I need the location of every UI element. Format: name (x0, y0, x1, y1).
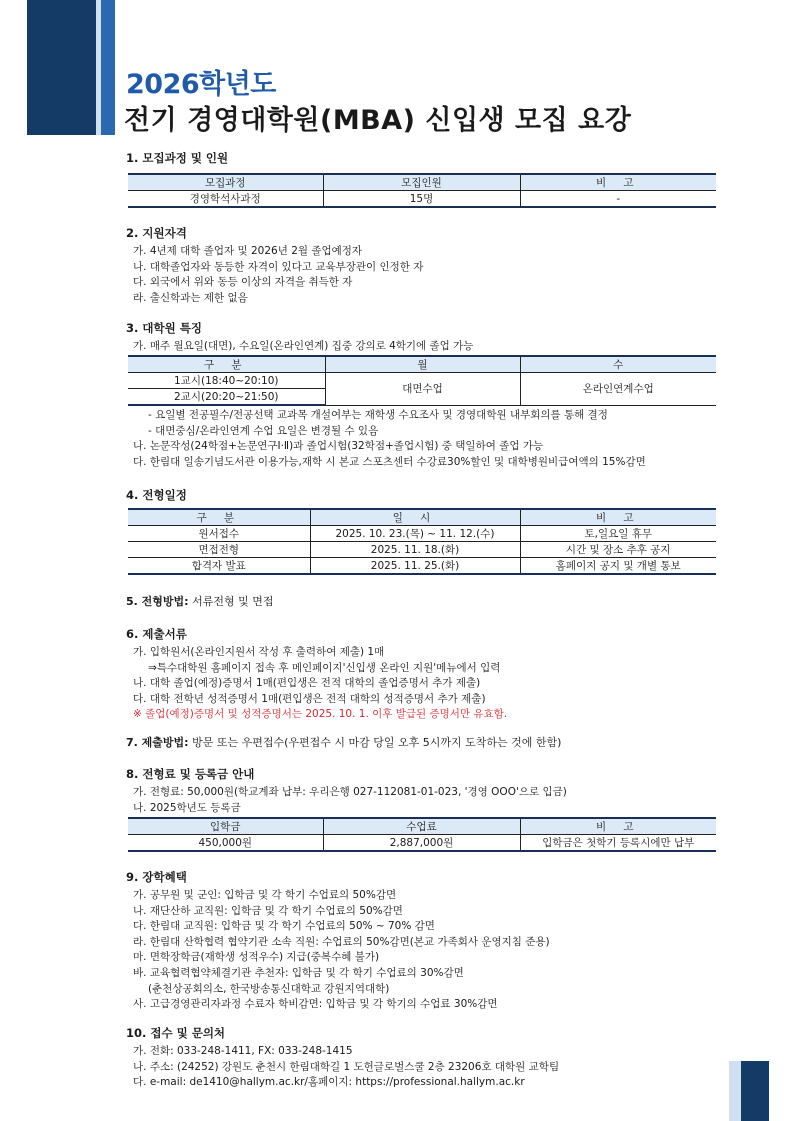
section-3 (126, 320, 473, 355)
table-cell: 시간 및 장소 추후 공지 (520, 542, 716, 558)
table-cell: 대면수업 (325, 373, 520, 406)
section-6 (126, 626, 507, 723)
recruit-table (128, 173, 716, 208)
table-header: 비 고 (520, 818, 716, 835)
list-item: - 요일별 전공필수/전공선택 교과목 개설여부는 재학생 수요조사 및 경영대학원 내부회의를 통해 결정 (148, 409, 608, 421)
timeline-table (128, 508, 716, 575)
section-heading: 7. 제출방법: (126, 736, 189, 749)
section-heading: 8. 전형료 및 등록금 안내 (126, 767, 255, 781)
table-header: 수업료 (323, 818, 520, 835)
decor-bar-top-mid (101, 0, 115, 135)
list-item: 가. 전형료: 50,000원(학교계좌 납부: 우리은행 027-112081-01-023, '경영 OOO'으로 입금) (133, 786, 567, 798)
table-row (128, 835, 716, 852)
section-heading: 6. 제출서류 (126, 627, 187, 641)
table-row (128, 373, 716, 389)
list-item: 다. 한림대 일송기념도서관 이용가능,재학 시 본교 스포츠센터 수강료30%할인 및 대학병원비급여액의 15%감면 (133, 455, 646, 468)
list-item: 마. 면학장학금(재학생 성적우수) 지급(중복수혜 불가) (133, 951, 380, 964)
table-cell: 토,일요일 휴무 (520, 526, 716, 542)
table-cell: 2025. 11. 25.(화) (310, 558, 520, 575)
list-item: ⇒특수대학원 홈페이지 접속 후 메인페이지'신입생 온라인 지원'메뉴에서 입력 (148, 661, 501, 674)
table-row (128, 191, 716, 208)
section-2 (126, 225, 423, 306)
table-row (128, 558, 716, 575)
table-header: 모집과정 (128, 174, 323, 191)
table-cell: 합격자 발표 (128, 558, 310, 575)
decor-bar-bottom-dark (741, 1061, 769, 1121)
list-item: 가. 입학원서(온라인지원서 작성 후 출력하여 제출) 1매 (133, 646, 385, 658)
list-item: - 대면중심/온라인연계 수업 요일은 변경될 수 있음 (148, 424, 379, 437)
schedule-table (128, 355, 716, 406)
warning-note: ※ 졸업(예정)증명서 및 성적증명서는 2025. 10. 1. 이후 발급된 증명서만 유효함. (133, 708, 508, 721)
list-item: 다. 외국에서 위와 동등 이상의 자격을 취득한 자 (133, 276, 353, 289)
table-cell: 입학금은 첫학기 등록시에만 납부 (520, 835, 716, 852)
table-cell: 홈페이지 공지 및 개별 통보 (520, 558, 716, 575)
list-item: 다. 대학 전학년 성적증명서 1매(편입생은 전적 대학의 성적증명서 추가 제출) (133, 692, 486, 705)
table-cell: 원서접수 (128, 526, 310, 542)
contact-address: 나. 주소: (24252) 강원도 춘천시 한림대학길 1 도헌글로벌스쿨 2층 23206호 대학원 교학팀 (133, 1060, 560, 1073)
section-text: 서류전형 및 면접 (192, 595, 274, 608)
list-item: 라. 출신학과는 제한 없음 (133, 291, 248, 304)
table-header: 비 고 (520, 509, 716, 526)
list-item: 나. 재단산하 교직원: 입학금 및 각 학기 수업료의 50%감면 (133, 904, 403, 917)
table-row (128, 526, 716, 542)
table-cell: 경영학석사과정 (128, 191, 323, 208)
table-row (128, 542, 716, 558)
table-header: 수 (520, 356, 716, 373)
list-item: 나. 대학졸업자와 동등한 자격이 있다고 교육부장관이 인정한 자 (133, 260, 424, 273)
section-9 (126, 869, 550, 1013)
list-item: 다. 한림대 교직원: 입학금 및 각 학기 수업료의 50% ~ 70% 감면 (133, 920, 435, 933)
table-cell: 2,887,000원 (323, 835, 520, 852)
table-cell: 2025. 10. 23.(목) ~ 11. 12.(수) (310, 526, 520, 542)
section-heading: 2. 지원자격 (126, 226, 187, 240)
title-year: 2026학년도 (126, 69, 276, 100)
table-header: 월 (325, 356, 520, 373)
table-cell: 1교시(18:40~20:10) (128, 373, 325, 389)
section-heading: 4. 전형일정 (126, 488, 187, 502)
table-header: 비 고 (520, 174, 716, 191)
decor-bar-bottom-light (729, 1061, 741, 1121)
table-cell: - (520, 191, 716, 208)
table-cell: 2025. 11. 18.(화) (310, 542, 520, 558)
tuition-table (128, 817, 716, 852)
list-item: 나. 논문작성(24학점+논문연구Ⅰ·Ⅱ)과 졸업시험(32학점+졸업시험) 중 택일하여 졸업 가능 (133, 440, 544, 453)
table-header: 구 분 (128, 356, 325, 373)
section-7 (126, 735, 561, 751)
table-header: 모집인원 (323, 174, 520, 191)
list-item: 라. 한림대 산학협력 협약기관 소속 직원: 수업료의 50%감면(본교 가족회사 운영지침 준용) (133, 935, 550, 948)
section-text: 방문 또는 우편접수(우편접수 시 마감 당일 오후 5시까지 도착하는 것에 한함) (192, 736, 562, 749)
list-item: 사. 고급경영관리자과정 수료자 학비감면: 입학금 및 각 학기의 수업료 30%감면 (133, 998, 498, 1011)
table-header: 일 시 (310, 509, 520, 526)
list-item: 나. 2025학년도 등록금 (133, 801, 241, 814)
table-cell: 15명 (323, 191, 520, 208)
section-8 (126, 766, 567, 816)
list-item: 가. 매주 월요일(대면), 수요일(온라인연계) 집중 강의로 4학기에 졸업 가능 (133, 340, 474, 352)
contact-phone: 가. 전화: 033-248-1411, FX: 033-248-1415 (133, 1045, 353, 1057)
table-cell: 온라인연계수업 (520, 373, 716, 406)
section-heading: 1. 모집과정 및 인원 (126, 151, 229, 165)
contact-email-web: 다. e-mail: de1410@hallym.ac.kr/홈페이지: https://professional.hallym.ac.kr (133, 1076, 525, 1089)
list-item: 가. 공무원 및 군인: 입학금 및 각 학기 수업료의 50%감면 (133, 889, 397, 901)
section-heading: 10. 접수 및 문의처 (126, 1026, 226, 1040)
table-cell: 면접전형 (128, 542, 310, 558)
table-cell: 2교시(20:20~21:50) (128, 389, 325, 406)
section-heading: 9. 장학혜택 (126, 870, 187, 884)
table-header: 구 분 (128, 509, 310, 526)
table-cell: 450,000원 (128, 835, 323, 852)
list-item: 가. 4년제 대학 졸업자 및 2026년 2월 졸업예정자 (133, 245, 363, 257)
decor-bar-top-dark (27, 0, 96, 135)
section-1 (126, 150, 228, 169)
section-heading: 5. 전형방법: (126, 595, 189, 608)
section-10 (126, 1025, 559, 1091)
page-title: 전기 경영대학원(MBA) 신입생 모집 요강 (124, 105, 632, 136)
table-header: 입학금 (128, 818, 323, 835)
list-item: (춘천상공회의소, 한국방송통신대학교 강원지역대학) (148, 982, 390, 995)
section-heading: 3. 대학원 특징 (126, 321, 202, 335)
section-5 (126, 594, 273, 610)
section-4 (126, 487, 187, 506)
section-3-notes (126, 408, 646, 470)
list-item: 바. 교육협력협약체결기관 추천자: 입학금 및 각 학기 수업료의 30%감면 (133, 966, 464, 979)
list-item: 나. 대학 졸업(예정)증명서 1매(편입생은 전적 대학의 졸업증명서 추가 제출) (133, 677, 481, 690)
